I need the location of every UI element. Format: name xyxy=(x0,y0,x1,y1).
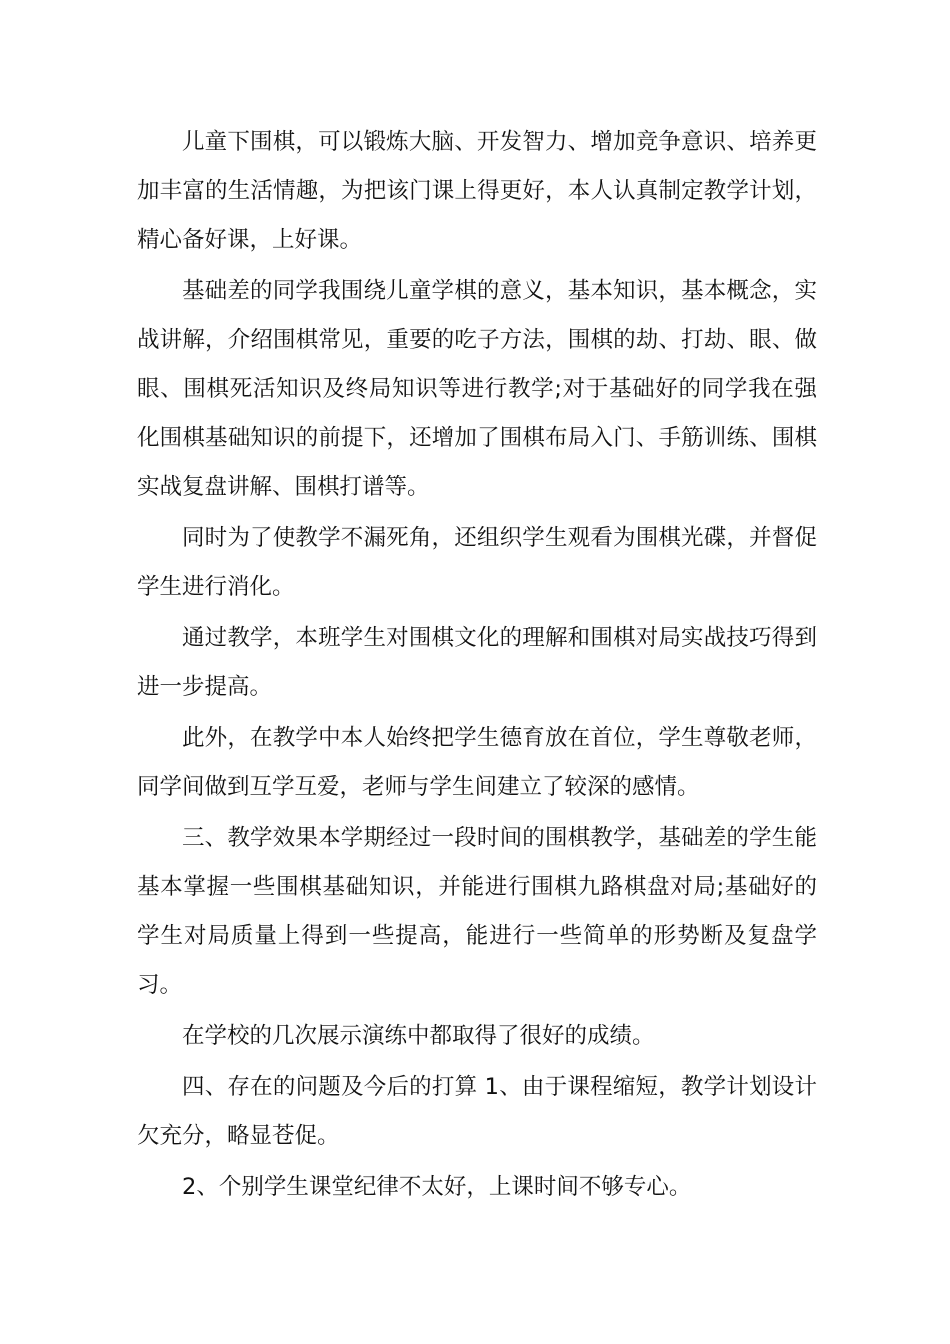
paragraph-moral-education: 此外，在教学中本人始终把学生德育放在首位，学生尊敬老师，同学间做到互学互爱，老师与学生间建立了较深的感情。 xyxy=(137,725,817,800)
paragraph-problems: 四、存在的问题及今后的打算 1、由于课程缩短，教学计划设计欠充分，略显苍促。 xyxy=(137,1074,817,1149)
paragraph-video-review: 同时为了使教学不漏死角，还组织学生观看为围棋光碟，并督促学生进行消化。 xyxy=(137,525,817,600)
paragraph-performance: 在学校的几次展示演练中都取得了很好的成绩。 xyxy=(182,1023,655,1049)
paragraph-teaching-results: 三、教学效果本学期经过一段时间的围棋教学，基础差的学生能基本掌握一些围棋基础知识，并能进行围棋九路棋盘对局;基础好的学生对局质量上得到一些提高，能进行一些简单的形势断及复盘学习。 xyxy=(137,825,817,998)
document-body xyxy=(137,118,817,1214)
paragraph-discipline: 2、个别学生课堂纪律不太好，上课时间不够专心。 xyxy=(182,1174,692,1200)
paragraph-intro: 儿童下围棋，可以锻炼大脑、开发智力、增加竞争意识、培养更加丰富的生活情趣，为把该门课上得更好，本人认真制定教学计划，精心备好课，上好课。 xyxy=(137,129,817,253)
paragraph-improvement: 通过教学，本班学生对围棋文化的理解和围棋对局实战技巧得到进一步提高。 xyxy=(137,625,817,700)
paragraph-teaching-content: 基础差的同学我围绕儿童学棋的意义，基本知识，基本概念，实战讲解，介绍围棋常见，重要的吃子方法，围棋的劫、打劫、眼、做眼、围棋死活知识及终局知识等进行教学;对于基础好的同学我在强化围棋基础知识的前提下，还增加了围棋布局入门、手筋训练、围棋实战复盘讲解、围棋打谱等。 xyxy=(137,278,817,500)
